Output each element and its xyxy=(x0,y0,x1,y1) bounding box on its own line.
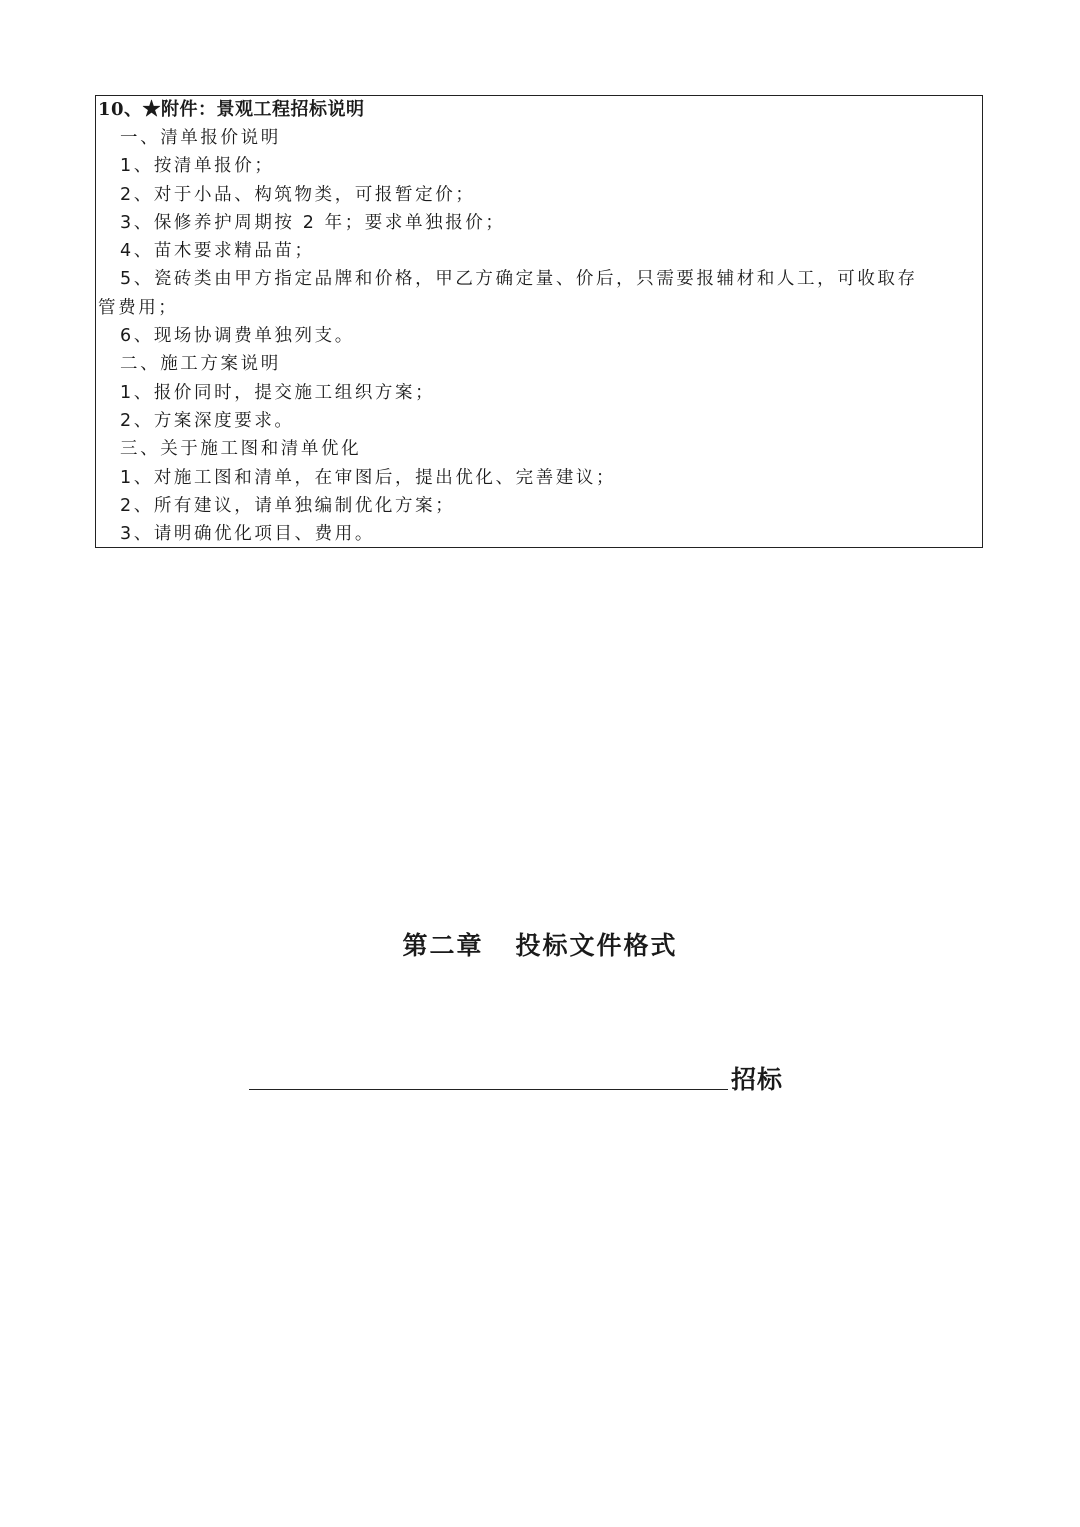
list-item: 2、方案深度要求。 xyxy=(120,410,295,431)
cover-suffix: 招标 xyxy=(731,1065,784,1094)
list-item: 5、瓷砖类由甲方指定品牌和价格，甲乙方确定量、价后，只需要报辅材和人工，可收取存 xyxy=(120,269,918,290)
list-item-continuation: 管费用； xyxy=(98,297,179,318)
tender-notes-box xyxy=(95,95,983,548)
heading-1: 一、清单报价说明 xyxy=(120,128,281,148)
list-item: 3、保修养护周期按 2 年；要求单独报价； xyxy=(120,212,506,233)
list-item: 1、报价同时，提交施工组织方案； xyxy=(120,382,436,403)
list-item: 1、对施工图和清单，在审图后，提出优化、完善建议； xyxy=(120,467,617,488)
list-item: 1、按清单报价； xyxy=(120,156,275,177)
list-item: 6、现场协调费单独列支。 xyxy=(120,326,355,347)
section-title: 10、★附件：景观工程招标说明 xyxy=(98,99,365,120)
list-item: 2、对于小品、构筑物类，可报暂定价； xyxy=(120,184,476,205)
list-item: 2、所有建议，请单独编制优化方案； xyxy=(120,495,456,516)
heading-3: 三、关于施工图和清单优化 xyxy=(120,439,362,460)
chapter-number: 第二章 xyxy=(402,931,484,960)
chapter-heading xyxy=(0,926,1080,962)
chapter-title: 投标文件格式 xyxy=(515,931,678,960)
list-item: 4、苗木要求精品苗； xyxy=(120,241,315,262)
fill-in-blank-line xyxy=(249,1089,728,1090)
list-item: 3、请明确优化项目、费用。 xyxy=(120,524,375,545)
heading-2: 二、施工方案说明 xyxy=(120,354,281,375)
